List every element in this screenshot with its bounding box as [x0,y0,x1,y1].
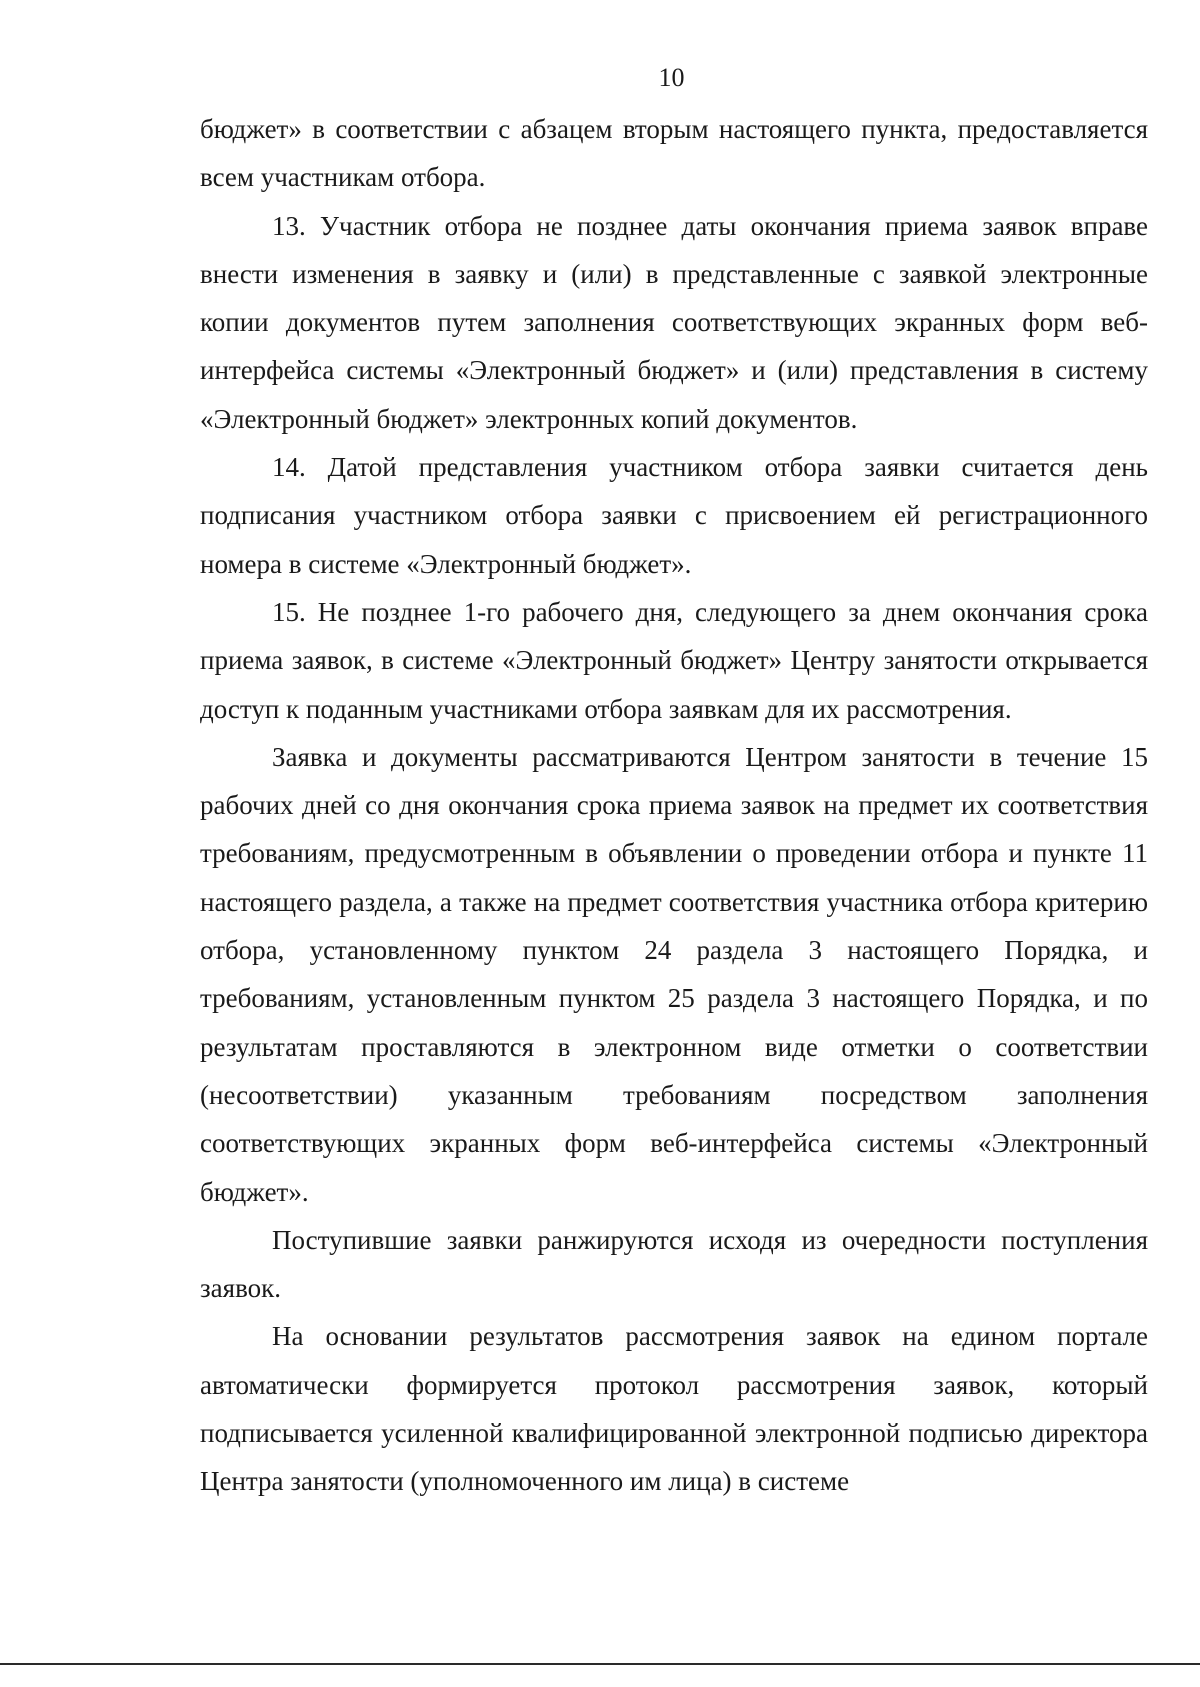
bottom-edge-line [0,1663,1200,1665]
paragraph-item-13: 13. Участник отбора не позднее даты окончания приема заявок вправе внести изменения в заявку и (или) в представленные с заявкой электронные копии документов путем заполнения соответствующих экранных форм веб-интерфейса системы «Электронный бюджет» и (или) представления в систему «Электронный бюджет» электронных копий документов. [200,210,1148,434]
paragraph-protocol: На основании результатов рассмотрения заявок на едином портале автоматически формируется протокол рассмотрения заявок, который подписывается усиленной квалифицированной электронной подписью директора Центра занятости (уполномоченного им лица) в системе [200,1321,1148,1497]
paragraph-continuation: бюджет» в соответствии с абзацем вторым настоящего пункта, предоставляется всем участникам отбора. [200,114,1148,193]
page-number: 10 [658,63,685,92]
paragraph-item-14: 14. Датой представления участником отбора заявки считается день подписания участником отбора заявки с присвоением ей регистрационного номера в системе «Электронный бюджет». [200,452,1148,579]
document-body [200,105,1148,1506]
paragraph-review-procedure: Заявка и документы рассматриваются Центром занятости в течение 15 рабочих дней со дня окончания срока приема заявок на предмет их соответствия требованиям, предусмотренным в объявлении о проведении отбора и пункте 11 настоящего раздела, а также на предмет соответствия участника отбора критерию отбора, установленному пунктом 24 раздела 3 настоящего Порядка, и требованиям, установленным пунктом 25 раздела 3 настоящего Порядка, и по результатам проставляются в электронном виде отметки о соответствии (несоответствии) указанным требованиям посредством заполнения соответствующих экранных форм веб-интерфейса системы «Электронный бюджет». [200,741,1148,1207]
paragraph-ranking: Поступившие заявки ранжируются исходя из очередности поступления заявок. [200,1224,1148,1304]
paragraph-item-15: 15. Не позднее 1-го рабочего дня, следующего за днем окончания срока приема заявок, в системе «Электронный бюджет» Центру занятости открывается доступ к поданным участниками отбора заявкам для их рассмотрения. [200,596,1148,724]
